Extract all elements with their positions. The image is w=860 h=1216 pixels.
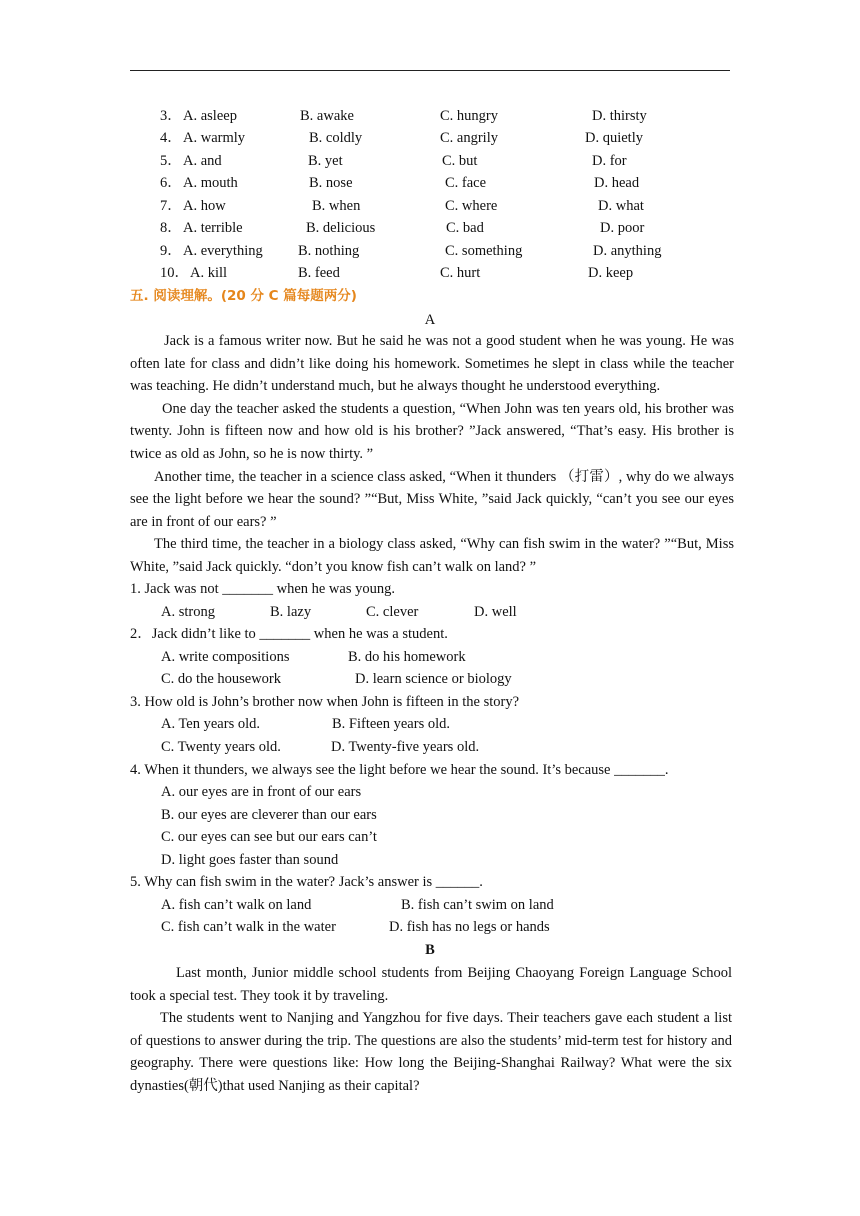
option: C. bad	[446, 220, 484, 236]
option: A. terrible	[183, 220, 243, 236]
passage-a-text	[130, 330, 734, 579]
cloze-option-row	[0, 151, 860, 171]
cloze-option-row	[0, 196, 860, 216]
question-number: 10．	[160, 265, 189, 281]
question-number: 4．	[160, 130, 182, 146]
question-3: 3. How old is John’s brother now when John is fifteen in the story?	[130, 694, 520, 710]
question-5-options	[0, 917, 860, 937]
passage-b-paragraph: Last month, Junior middle school students from Beijing Chaoyang Foreign Language School took a special test. They took it by traveling.	[130, 965, 732, 1004]
question-1: 1. Jack was not _______ when he was young.	[130, 581, 395, 597]
cloze-option-row	[0, 241, 860, 261]
option: B. do his homework	[348, 649, 466, 665]
option: A. our eyes are in front of our ears	[161, 784, 362, 800]
option: C. hurt	[440, 265, 481, 281]
passage-b-paragraph: The students went to Nanjing and Yangzhou for five days. Their teachers gave each student a list of questions to answer during the trip. The questions are also the students’ mid-term test for history and geography. There were questions like: How long the Beijing-Shanghai Railway? What were the six dynasties(朝代)that used Nanjing as their capital?	[130, 1010, 732, 1094]
option: C. do the housework	[161, 671, 282, 687]
option: C. but	[442, 153, 478, 169]
option: D. keep	[588, 265, 634, 281]
option: C. Twenty years old.	[161, 739, 281, 755]
question-5: 5. Why can fish swim in the water? Jack’s answer is ______.	[130, 874, 483, 890]
passage-b-text	[130, 962, 732, 1098]
question-3-options	[0, 737, 860, 757]
option: B. awake	[300, 108, 354, 124]
option: A. write compositions	[161, 649, 290, 665]
option: D. quietly	[585, 130, 643, 146]
option: B. delicious	[306, 220, 376, 236]
option: A. fish can’t walk on land	[161, 897, 312, 913]
option: A. asleep	[183, 108, 237, 124]
option: B. coldly	[309, 130, 363, 146]
cloze-option-row	[0, 173, 860, 193]
option: A. warmly	[183, 130, 246, 146]
header-rule	[130, 70, 730, 71]
option: B. nose	[309, 175, 353, 191]
option: D. what	[598, 198, 644, 214]
option: A. everything	[183, 243, 263, 259]
question-3-options	[0, 714, 860, 734]
option: C. fish can’t walk in the water	[161, 919, 336, 935]
option: D. well	[474, 604, 517, 620]
passage-a-paragraph: The third time, the teacher in a biology class asked, “Why can fish swim in the water? ”“But, Miss White, ”said Jack quickly. “don’t you know fish can’t walk on land? ”	[130, 536, 734, 575]
passage-a-paragraph: Jack is a famous writer now. But he said he was not a good student when he was young. He was often late for class and didn’t like doing his homework. Sometimes he slept in class while the teacher was teaching. He didn’t understand much, but he always thought he understood everything.	[130, 333, 734, 395]
question-2-options	[0, 647, 860, 667]
question-number: 8．	[160, 220, 182, 236]
option: B. yet	[308, 153, 343, 169]
option: A. how	[183, 198, 226, 214]
option: B. fish can’t swim on land	[401, 897, 554, 913]
option: D. anything	[593, 243, 662, 259]
cloze-option-row	[0, 128, 860, 148]
option: D. head	[594, 175, 640, 191]
question-2-options	[0, 669, 860, 689]
passage-a-paragraph: Another time, the teacher in a science class asked, “When it thunders （打雷）, why do we always see the light before we hear the sound? ”“But, Miss White, ”said Jack quickly, “can’t you see our eyes are in front of our ears? ”	[130, 468, 734, 530]
question-number: 7．	[160, 198, 182, 214]
option: C. something	[445, 243, 523, 259]
option: C. clever	[366, 604, 419, 620]
question-number: 3．	[160, 108, 182, 124]
option: A. Ten years old.	[161, 716, 260, 732]
option: B. nothing	[298, 243, 360, 259]
passage-a-paragraph: One day the teacher asked the students a question, “When John was ten years old, his brother was twenty. John is fifteen now and how old is his brother? ”Jack answered, “That’s easy. His brother is twice as old as John, so he is now thirty. ”	[130, 400, 734, 462]
option: C. face	[445, 175, 487, 191]
section-heading: 五. 阅读理解。(20 分 C 篇每题两分)	[130, 288, 357, 304]
question-number: 9．	[160, 243, 182, 259]
cloze-option-row	[0, 106, 860, 126]
option: D. Twenty-five years old.	[331, 739, 480, 755]
option: C. our eyes can see but our ears can’t	[161, 829, 377, 845]
question-number: 5．	[160, 153, 182, 169]
passage-b-label: B	[425, 942, 435, 958]
question-1-options	[0, 602, 860, 622]
option: B. our eyes are cleverer than our ears	[161, 807, 377, 823]
option: B. when	[312, 198, 361, 214]
option: D. fish has no legs or hands	[389, 919, 550, 935]
option: A. mouth	[183, 175, 238, 191]
option: A. and	[183, 153, 222, 169]
option: A. strong	[161, 604, 215, 620]
option: C. where	[445, 198, 498, 214]
question-5-options	[0, 895, 860, 915]
option: B. Fifteen years old.	[332, 716, 450, 732]
option: B. feed	[298, 265, 340, 281]
question-4: 4. When it thunders, we always see the light before we hear the sound. It’s because _______.	[130, 762, 669, 778]
option: D. thirsty	[592, 108, 647, 124]
option: D. poor	[600, 220, 645, 236]
question-2: 2．Jack didn’t like to _______ when he was a student.	[130, 626, 448, 642]
question-number: 6．	[160, 175, 182, 191]
option: C. hungry	[440, 108, 498, 124]
option: C. angrily	[440, 130, 498, 146]
option: D. for	[592, 153, 627, 169]
cloze-option-row	[0, 263, 860, 283]
option: D. learn science or biology	[355, 671, 512, 687]
passage-a-label: A	[424, 312, 436, 328]
cloze-option-row	[0, 218, 860, 238]
option: B. lazy	[270, 604, 312, 620]
option: A. kill	[190, 265, 228, 281]
option: D. light goes faster than sound	[161, 852, 339, 868]
